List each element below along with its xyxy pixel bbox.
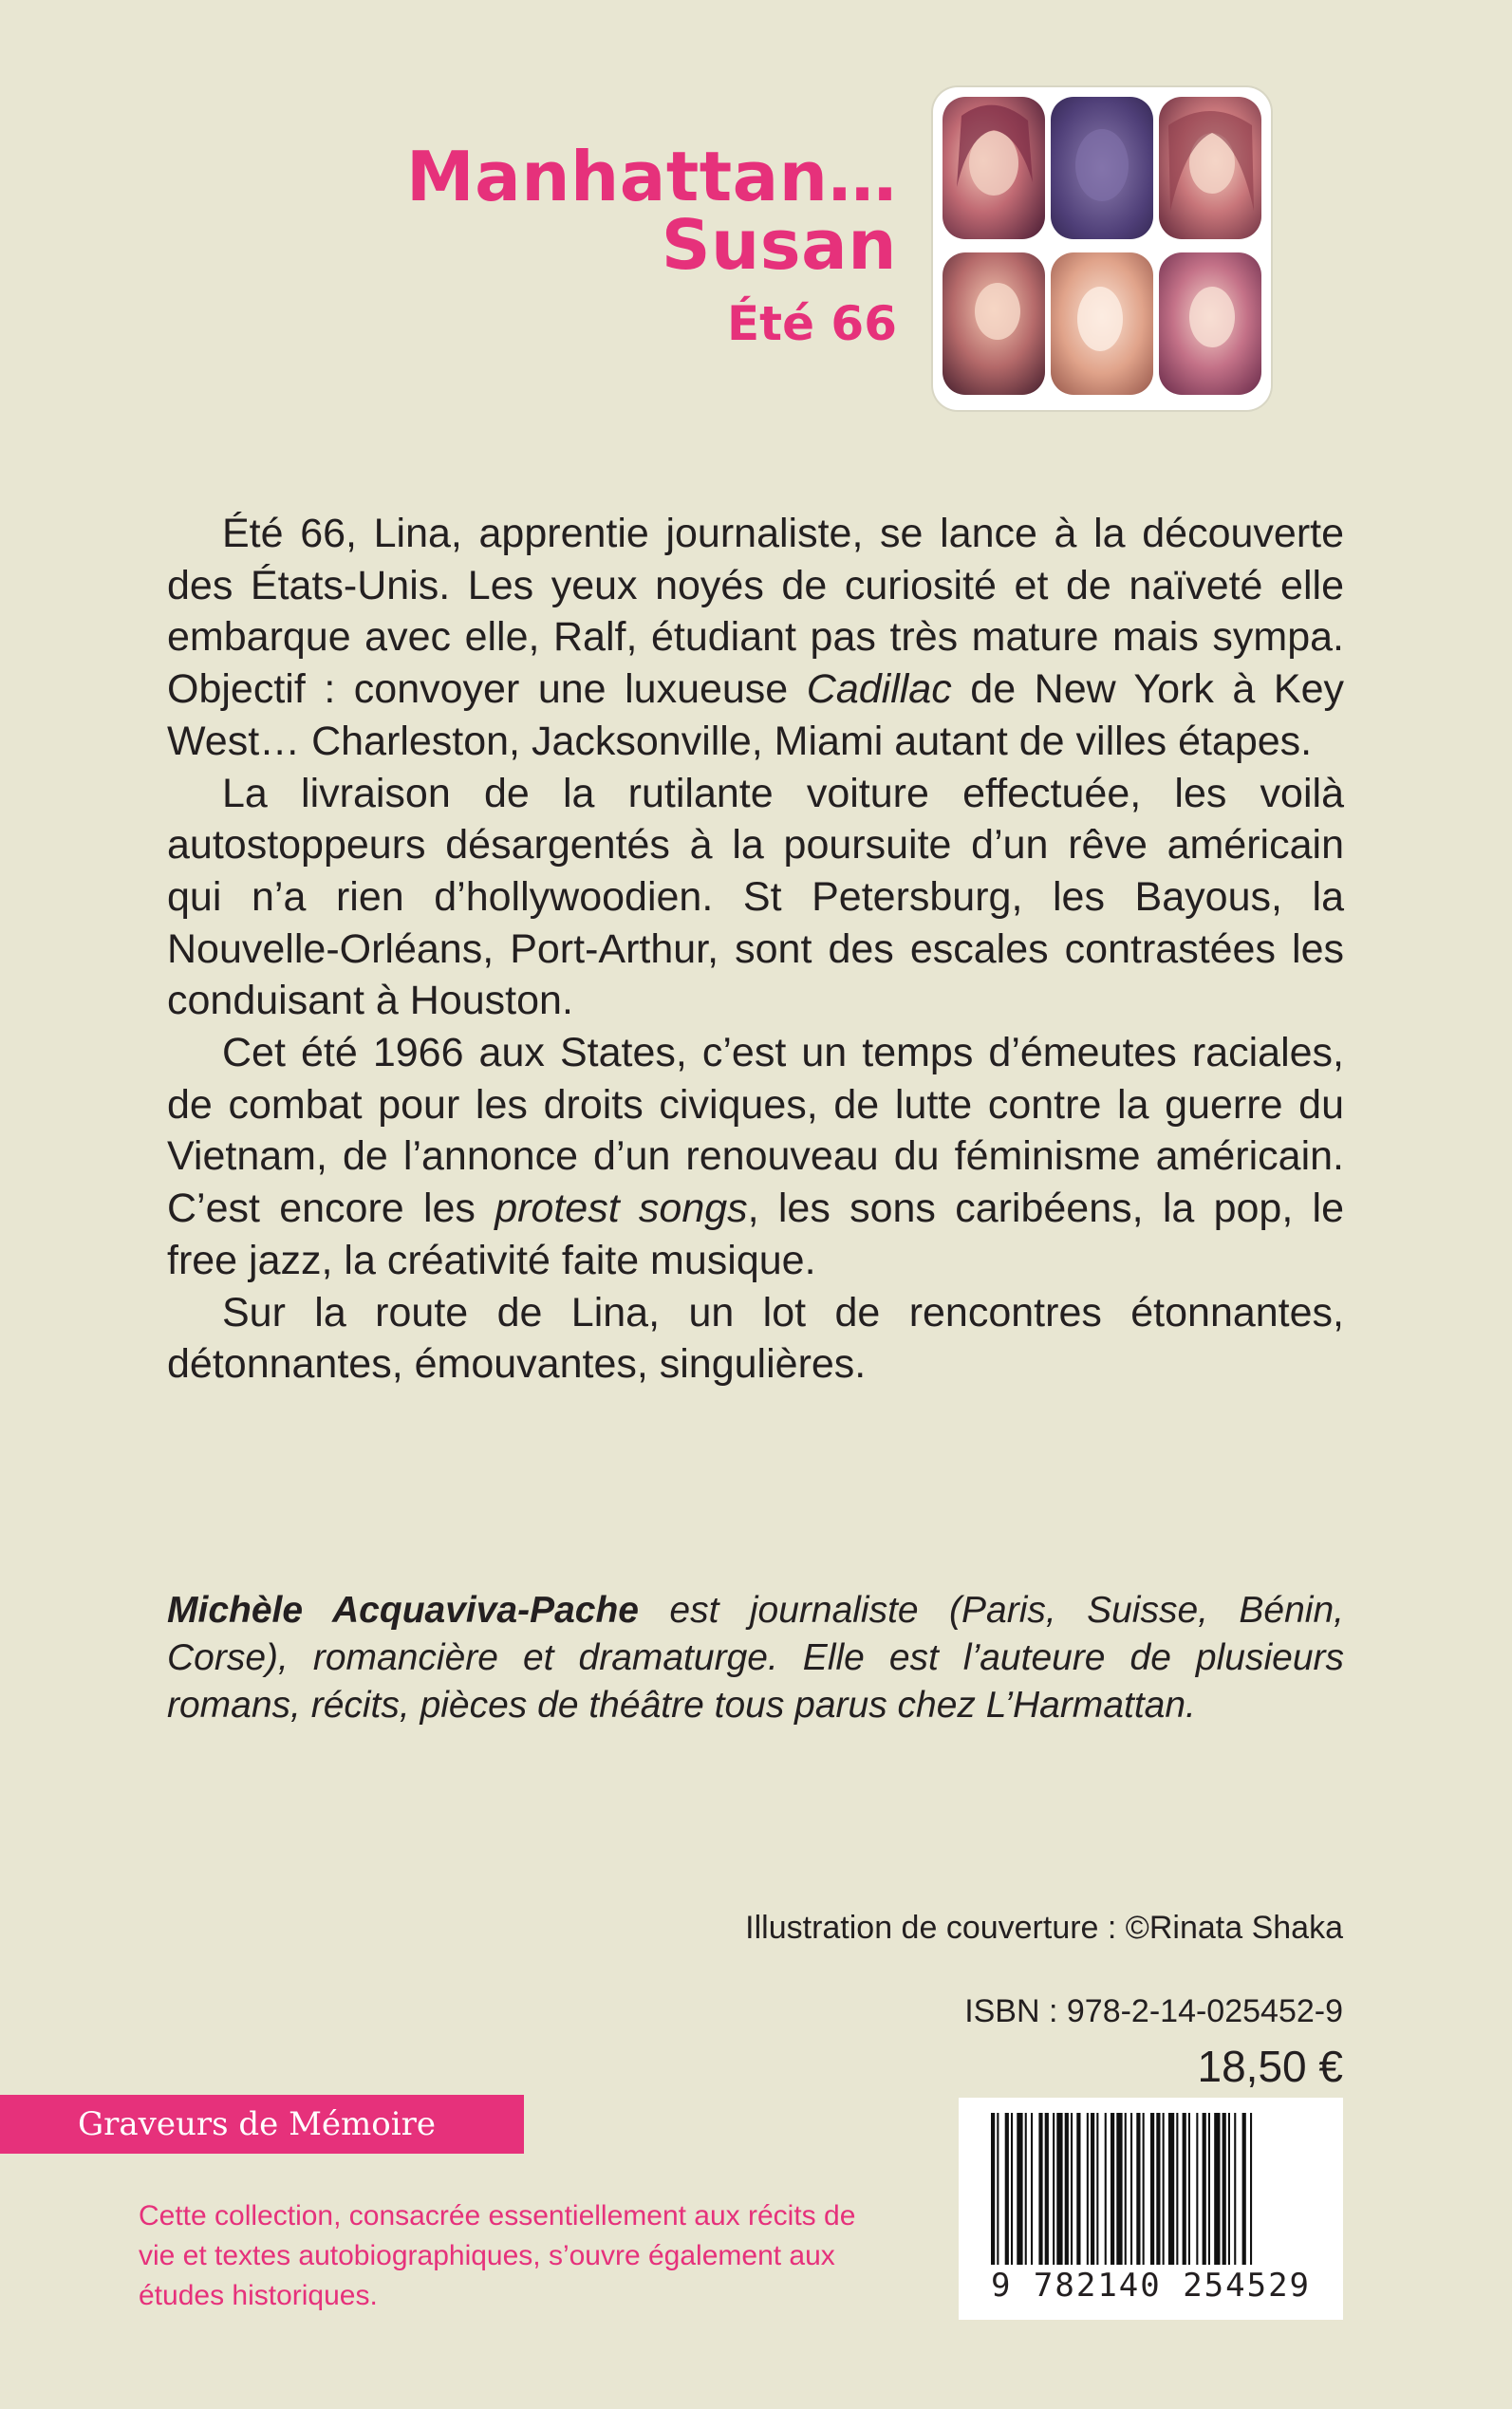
barcode-bar bbox=[1223, 2113, 1226, 2265]
barcode-bar bbox=[1053, 2113, 1055, 2265]
barcode-bar bbox=[1228, 2113, 1230, 2265]
book-title: Manhattan… Susan bbox=[405, 137, 897, 285]
author-name: Michèle Acquaviva-Pache bbox=[167, 1590, 639, 1631]
barcode-bar bbox=[1196, 2113, 1198, 2265]
barcode-bar bbox=[1056, 2113, 1062, 2265]
author-bio bbox=[167, 1587, 1344, 1729]
barcode-bar bbox=[1234, 2113, 1236, 2265]
author-bio-text: est journaliste (Paris, Suisse, Bénin, Corse), romancière et dramaturge. Elle est l’auteure de plusieurs romans, récits, pièces de théâtre tous parus chez L’Harmattan. bbox=[167, 1590, 1344, 1726]
barcode-bar bbox=[1250, 2113, 1252, 2265]
isbn: ISBN : 978-2-14-025452-9 bbox=[964, 1993, 1343, 2029]
illustration-credit: Illustration de couverture : ©Rinata Shaka bbox=[745, 1910, 1343, 1946]
barcode-bar bbox=[1076, 2113, 1080, 2265]
barcode-bar bbox=[1096, 2113, 1098, 2265]
barcode-bar bbox=[1087, 2113, 1089, 2265]
barcode-bar bbox=[1125, 2113, 1127, 2265]
barcode-bar bbox=[1203, 2113, 1206, 2265]
book-subtitle: Été 66 bbox=[727, 296, 897, 351]
barcode-bar bbox=[1111, 2113, 1114, 2265]
barcode bbox=[959, 2098, 1343, 2320]
barcode-bar bbox=[1091, 2113, 1094, 2265]
barcode-bar bbox=[1025, 2113, 1027, 2265]
barcode-bar bbox=[1038, 2113, 1042, 2265]
barcode-bar bbox=[1156, 2113, 1160, 2265]
barcode-bar bbox=[1116, 2113, 1122, 2265]
barcode-bar bbox=[1163, 2113, 1165, 2265]
barcode-bar bbox=[1105, 2113, 1107, 2265]
portrait-tile bbox=[1159, 97, 1261, 239]
barcode-bar bbox=[1136, 2113, 1140, 2265]
barcode-bar bbox=[1071, 2113, 1073, 2265]
barcode-bar bbox=[1143, 2113, 1145, 2265]
barcode-bar bbox=[1017, 2113, 1022, 2265]
portrait-tile bbox=[943, 252, 1045, 395]
summary-paragraph: Cet été 1966 aux States, c’est un temps d’émeutes raciales, de combat pour les droits civiques, de lutte contre la guerre du Vietnam, de l’annonce d’un renouveau du féminisme américain. C’est encore les protest songs, les sons caribéens, la pop, le free jazz, la créativité faite musique. bbox=[167, 1030, 1344, 1283]
collection-description: Cette collection, consacrée essentiellement aux récits de vie et textes autobiographiques, s’ouvre également aux études historiques. bbox=[139, 2200, 856, 2311]
barcode-bar bbox=[1065, 2113, 1069, 2265]
barcode-bar bbox=[1242, 2113, 1246, 2265]
barcode-bar bbox=[1045, 2113, 1049, 2265]
barcode-bar bbox=[997, 2113, 999, 2265]
back-cover-summary bbox=[167, 508, 1344, 1391]
barcode-bar bbox=[1176, 2113, 1178, 2265]
barcode-bars bbox=[959, 2098, 1343, 2269]
barcode-bar bbox=[1188, 2113, 1190, 2265]
portrait-tile bbox=[1159, 252, 1261, 395]
barcode-bar bbox=[1005, 2113, 1009, 2265]
barcode-bar bbox=[1168, 2113, 1174, 2265]
summary-paragraph: La livraison de la rutilante voiture effectuée, les voilà autostoppeurs désargentés à la poursuite d’un rêve américain qui n’a rien d’hollywoodien. St Petersburg, les Bayous, la Nouvelle-Orléans, Port-Arthur, sont des escales contrastées les conduisant à Houston. bbox=[167, 770, 1344, 1024]
barcode-bar bbox=[1011, 2113, 1013, 2265]
barcode-bar bbox=[1150, 2113, 1154, 2265]
portrait-tile bbox=[943, 97, 1045, 239]
portrait-tile bbox=[1051, 97, 1153, 239]
title-block bbox=[171, 137, 897, 351]
barcode-bar bbox=[1031, 2113, 1033, 2265]
price: 18,50 € bbox=[1197, 2042, 1343, 2091]
barcode-bar bbox=[1183, 2113, 1186, 2265]
barcode-bar bbox=[1130, 2113, 1132, 2265]
summary-paragraph: Sur la route de Lina, un lot de rencontres étonnantes, détonnantes, émouvantes, singulières. bbox=[167, 1289, 1344, 1388]
barcode-bar bbox=[1214, 2113, 1220, 2265]
portrait-tile bbox=[1051, 252, 1153, 395]
barcode-number: 9 782140 254529 bbox=[990, 2267, 1312, 2305]
summary-paragraph: Été 66, Lina, apprentie journaliste, se lance à la découverte des États-Unis. Les yeux noyés de curiosité et de naïveté elle embarque avec elle, Ralf, étudiant pas très mature mais sympa. Objectif : convoyer une luxueuse Cadillac de New York à Key West… Charleston, Jacksonville, Miami autant de villes étapes. bbox=[167, 511, 1344, 764]
cover-illustration-mosaic bbox=[933, 87, 1271, 410]
barcode-bar bbox=[991, 2113, 995, 2265]
barcode-bar bbox=[1208, 2113, 1210, 2265]
collection-name: Graveurs de Mémoire bbox=[0, 2095, 524, 2154]
